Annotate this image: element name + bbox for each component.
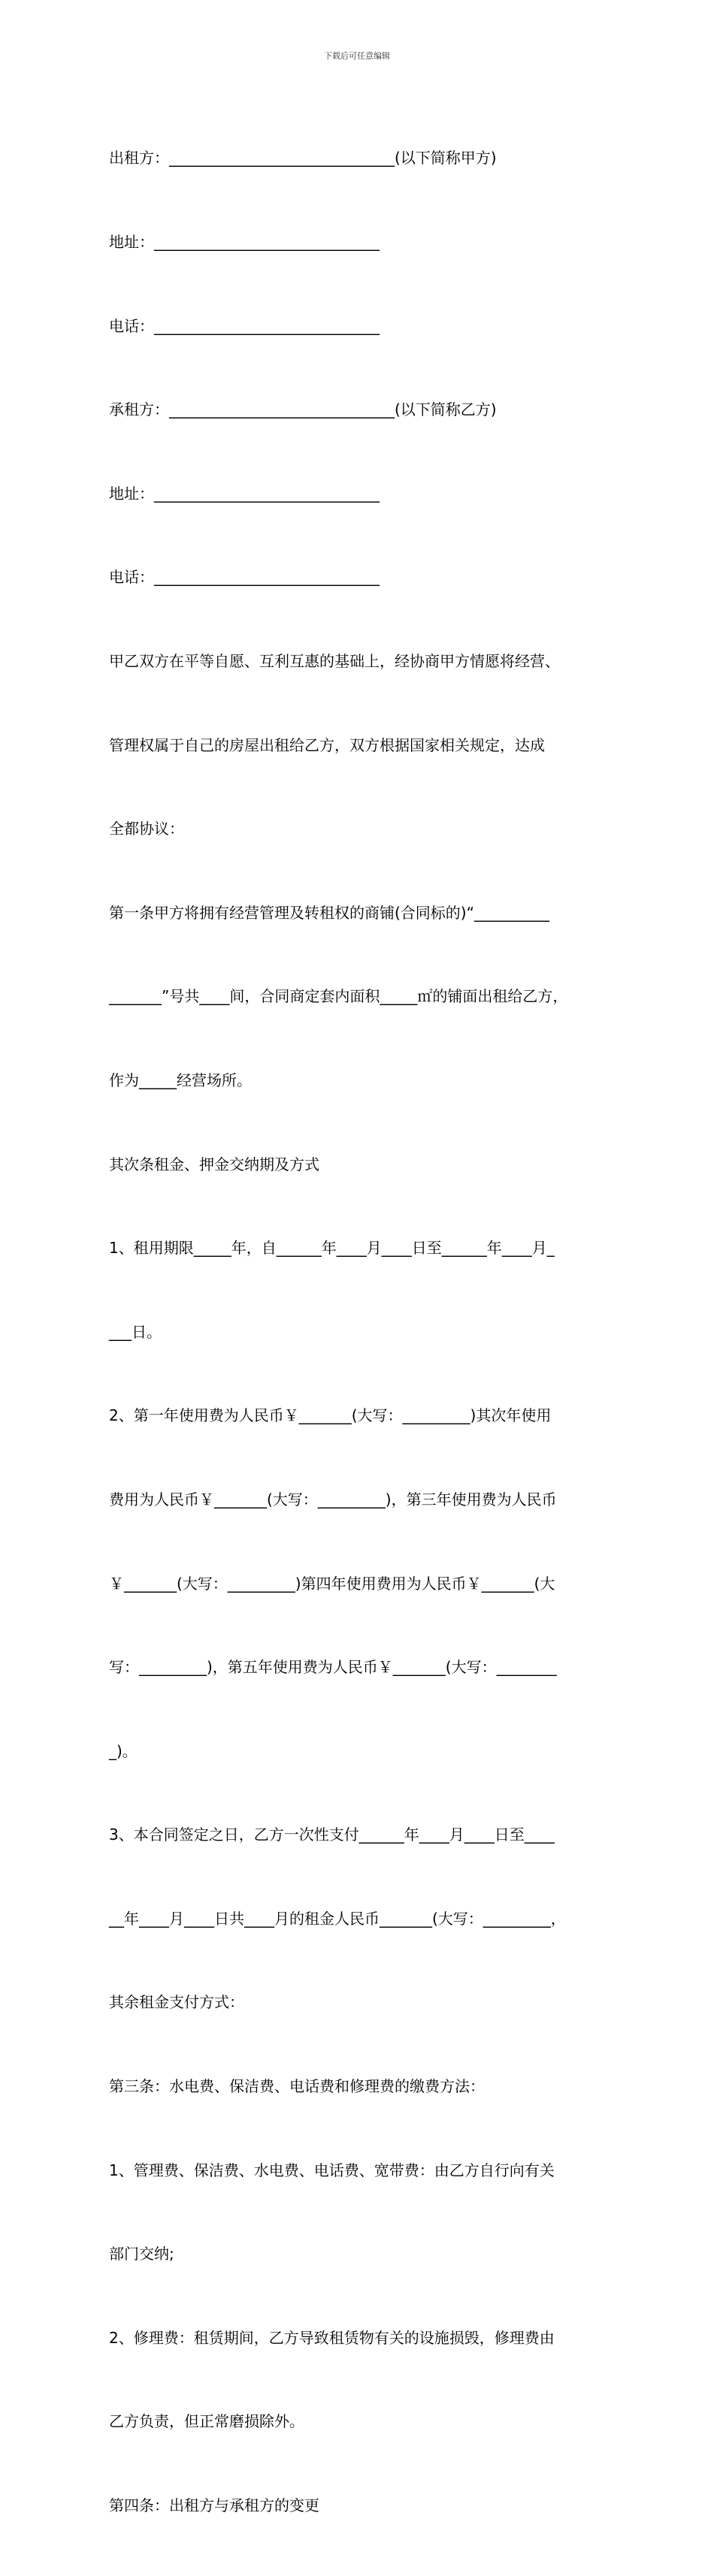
text-line: 第四条：出租方与承租方的变更 (109, 2496, 319, 2515)
text-line: 出租方：______________________________(以下简称甲方) (109, 149, 497, 168)
document-body (109, 89, 613, 2576)
text-line: 第一条甲方将拥有经营管理及转租权的商铺(合同标的)“__________ (109, 903, 549, 922)
text-line: 写：_________)，第五年使用费为人民币￥_______(大写：________ (109, 1658, 557, 1677)
text-line: 第三条：水电费、保洁费、电话费和修理费的缴费方法： (109, 2077, 485, 2096)
text-line: 1、管理费、保洁费、水电费、电话费、宽带费：由乙方自行向有关 (109, 2161, 555, 2179)
text-line: 1、租用期限_____年，自______年____月____日至______年____月_ (109, 1239, 555, 1258)
text-line: 地址：______________________________ (109, 484, 380, 503)
text-line: _______”号共____间，合同商定套内面积_____㎡的铺面出租给乙方， (109, 987, 568, 1006)
text-line: 地址：______________________________ (109, 233, 380, 251)
text-line: 费用为人民币￥_______(大写：_________)，第三年使用费为人民币 (109, 1490, 557, 1508)
text-line: __年____月____日共____月的租金人民币_______(大写：_________， (109, 1909, 566, 1928)
text-line: 电话：______________________________ (109, 316, 380, 335)
text-line: 乙方负责，但正常磨损除外。 (109, 2412, 304, 2431)
text-line: 其余租金支付方式： (109, 1993, 244, 2012)
text-line: ___日。 (109, 1322, 162, 1341)
text-line: 甲乙双方在平等自愿、互利互惠的基础上，经协商甲方情愿将经营、 (109, 651, 560, 670)
text-line: 2、修理费：租赁期间，乙方导致租赁物有关的设施损毁，修理费由 (109, 2328, 555, 2347)
text-line: 作为_____经营场所。 (109, 1071, 252, 1089)
text-line: ￥_______(大写：_________)第四年使用费用为人民币￥_______(大 (109, 1574, 555, 1593)
text-line: 电话：______________________________ (109, 568, 380, 587)
text-line: 管理权属于自己的房屋出租给乙方，双方根据国家相关规定，达成 (109, 735, 545, 754)
text-line: 2、第一年使用费为人民币￥_______(大写：_________)其次年使用 (109, 1406, 552, 1425)
text-line: 3、本合同签定之日，乙方一次性支付______年____月____日至____ (109, 1826, 555, 1844)
text-line: 部门交纳; (109, 2245, 174, 2263)
page-header: 下载后可任意编辑 (324, 51, 390, 61)
text-line: 全都协议： (109, 820, 184, 838)
text-line: 承租方：______________________________(以下简称乙方) (109, 400, 497, 419)
text-line: _)。 (109, 1741, 138, 1760)
text-line: 其次条租金、押金交纳期及方式 (109, 1155, 319, 1173)
